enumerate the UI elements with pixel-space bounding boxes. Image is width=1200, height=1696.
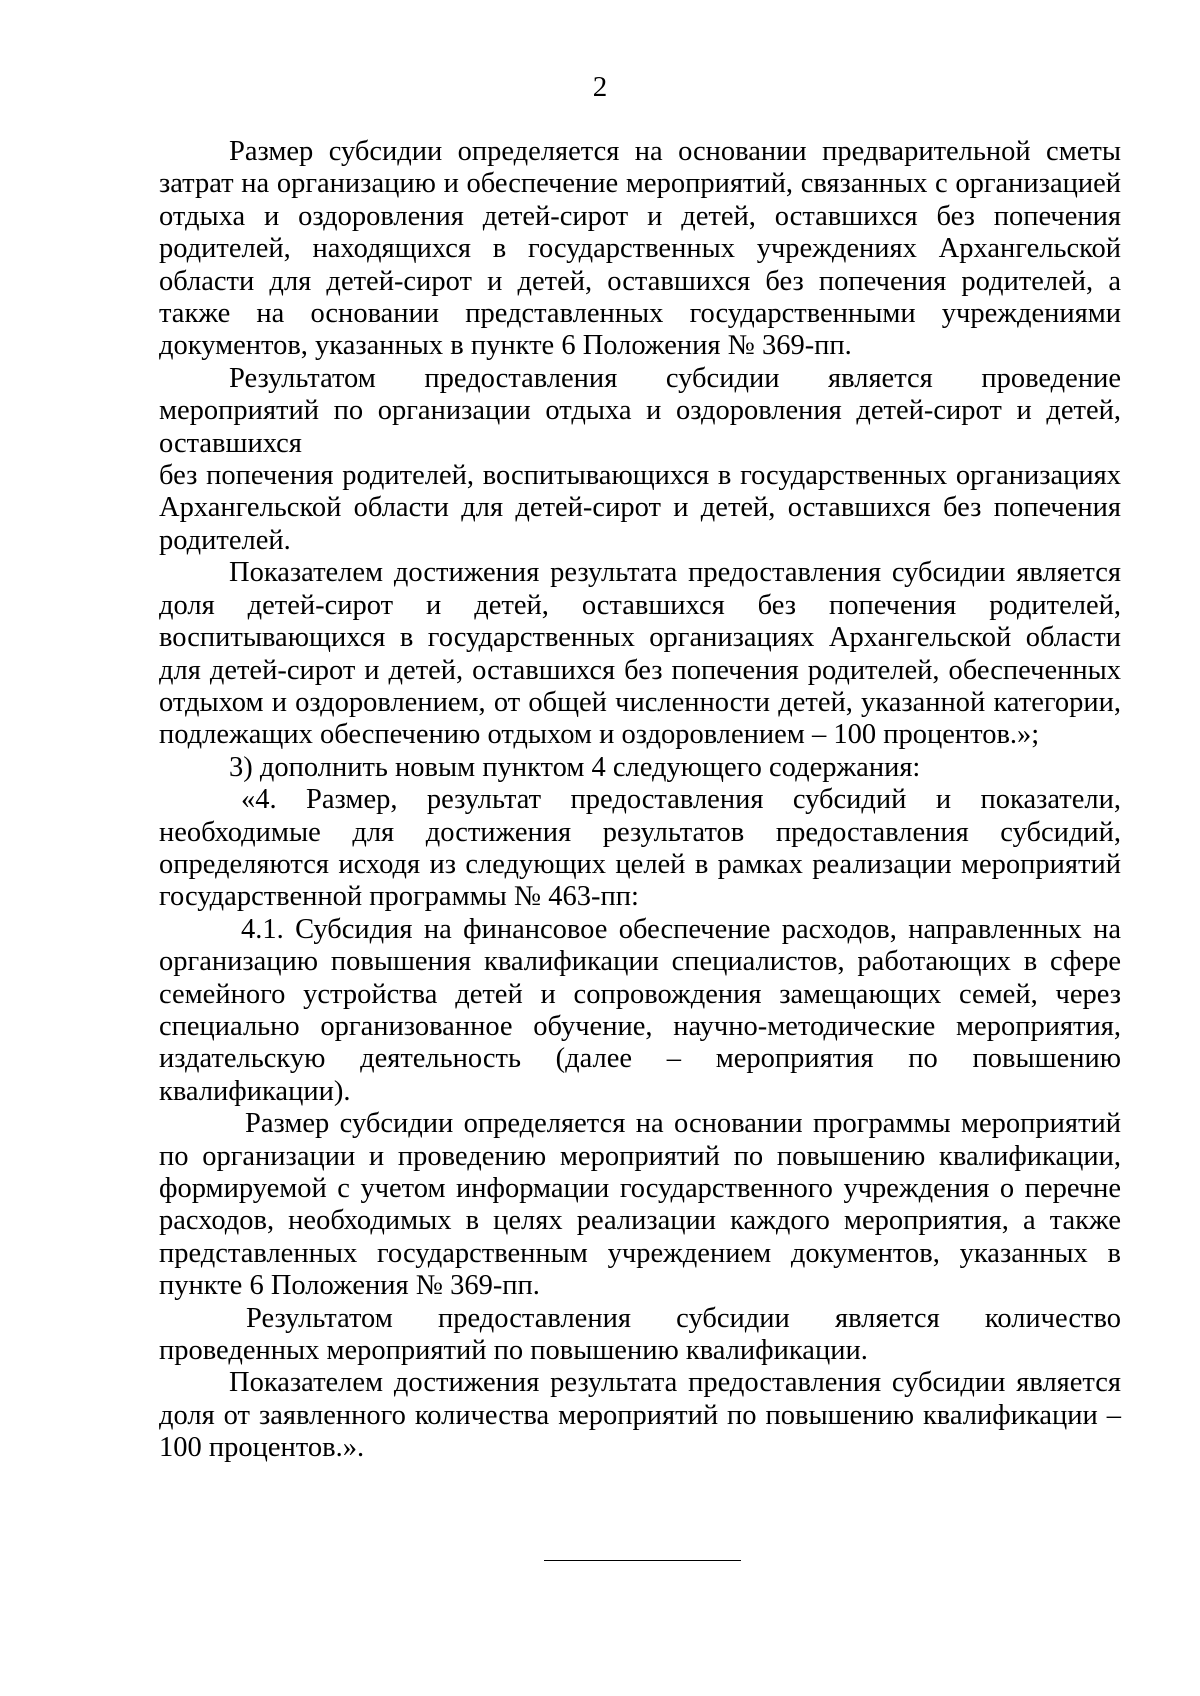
paragraph-amendment-item-3: 3) дополнить новым пунктом 4 следующего содержания:: [229, 751, 921, 783]
page-number: 2: [592, 71, 608, 103]
paragraph-item-4-1: 4.1. Субсидия на финансовое обеспечение расходов, направленных на организацию повышения квалификации специалистов, работающих в сфере семейного устройства детей и сопровождения замещающих семей, через специально организованное обучение, научно-методические мероприятия, издательскую деятельность (далее – мероприятия по повышению квалификации).: [159, 913, 1121, 1107]
paragraph-subsidy-indicator: Показателем достижения результата предоставления субсидии является доля детей-сирот и детей, оставшихся без попечения родителей, воспитывающихся в государственных организациях Архангельской области для детей-сирот и детей, оставшихся без попечения родителей, обеспеченных отдыхом и оздоровлением, от общей численности детей, указанной категории, подлежащих обеспечению отдыхом и оздоровлением – 100 процентов.»;: [159, 557, 1121, 751]
paragraph-item-4-1-indicator: Показателем достижения результата предоставления субсидии является доля от заявленного количества мероприятий по повышению квалификации – 100 процентов.».: [159, 1367, 1121, 1464]
paragraph-subsidy-result-continued: без попечения родителей, воспитывающихся в государственных организациях Архангельской области для детей-сирот и детей, оставшихся без попечения родителей.: [159, 460, 1121, 556]
end-of-document-rule: [544, 1560, 741, 1561]
paragraph-item-4-1-result: Результатом предоставления субсидии является количество проведенных мероприятий по повышению квалификации.: [159, 1302, 1121, 1367]
document-body: [159, 136, 1121, 1465]
paragraph-subsidy-size-estimate: Размер субсидии определяется на основании предварительной сметы затрат на организацию и обеспечение мероприятий, связанных с организацией отдыха и оздоровления детей-сирот и детей, оставшихся без попечения родителей, находящихся в государственных учреждениях Архангельской области для детей-сирот и детей, оставшихся без попечения родителей, а также на основании представленных государственными учреждениями документов, указанных в пункте 6 Положения № 369-пп.: [159, 136, 1121, 362]
paragraph-new-item-4: «4. Размер, результат предоставления субсидий и показатели, необходимые для достижения результатов предоставления субсидий, определяются исходя из следующих целей в рамках реализации мероприятий государственной программы № 463-пп:: [159, 784, 1121, 913]
paragraph-item-4-1-size: Размер субсидии определяется на основании программы мероприятий по организации и проведению мероприятий по повышению квалификации, формируемой с учетом информации государственного учреждения о перечне расходов, необходимых в целях реализации каждого мероприятия, а также представленных государственным учреждением документов, указанных в пункте 6 Положения № 369-пп.: [159, 1108, 1121, 1302]
paragraph-subsidy-result: Результатом предоставления субсидии является проведение мероприятий по организации отдыха и оздоровления детей-сирот и детей, оставшихся: [159, 362, 1121, 459]
